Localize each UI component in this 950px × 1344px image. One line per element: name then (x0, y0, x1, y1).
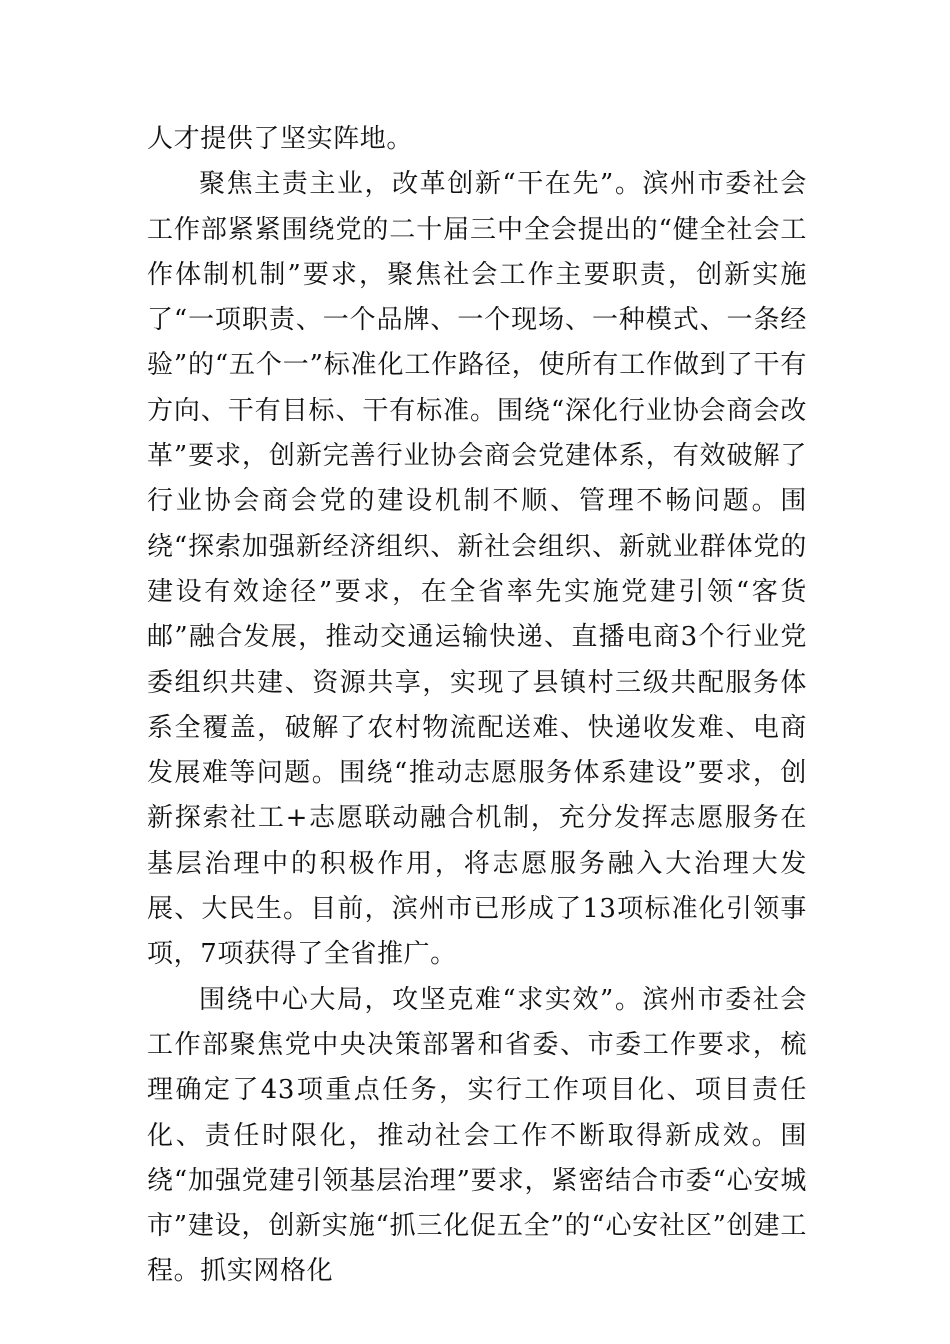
document-body (147, 117, 807, 1295)
paragraph-central-tasks: 围绕中心大局，攻坚克难“求实效”。滨州市委社会工作部聚焦党中央决策部署和省委、市委工作要求，梳理确定了43项重点任务，实行工作项目化、项目责任化、责任时限化，推动社会工作不断取得新成效。围绕“加强党建引领基层治理”要求，紧密结合市委“心安城市”建设，创新实施“抓三化促五全”的“心安社区”创建工程。抓实网格化 (147, 984, 807, 1287)
paragraph-continuation: 人才提供了坚实阵地。 (147, 124, 414, 154)
paragraph-reform-innovation: 聚焦主责主业，改革创新“干在先”。滨州市委社会工作部紧紧围绕党的二十届三中全会提出的“健全社会工作体制机制”要求，聚焦社会工作主要职责，创新实施了“一项职责、一个品牌、一个现场、一种模式、一条经验”的“五个一”标准化工作路径，使所有工作做到了干有方向、干有目标、干有标准。围绕“深化行业协会商会改革”要求，创新完善行业协会商会党建体系，有效破解了行业协会商会党的建设机制不顺、管理不畅问题。围绕“探索加强新经济组织、新社会组织、新就业群体党的建设有效途径”要求，在全省率先实施党建引领“客货邮”融合发展，推动交通运输快递、直播电商3个行业党委组织共建、资源共享，实现了县镇村三级共配服务体系全覆盖，破解了农村物流配送难、快递收发难、电商发展难等问题。围绕“推动志愿服务体系建设”要求，创新探索社工+志愿联动融合机制，充分发挥志愿服务在基层治理中的积极作用，将志愿服务融入大治理大发展、大民生。目前，滨州市已形成了13项标准化引领事项，7项获得了全省推广。 (147, 169, 807, 970)
